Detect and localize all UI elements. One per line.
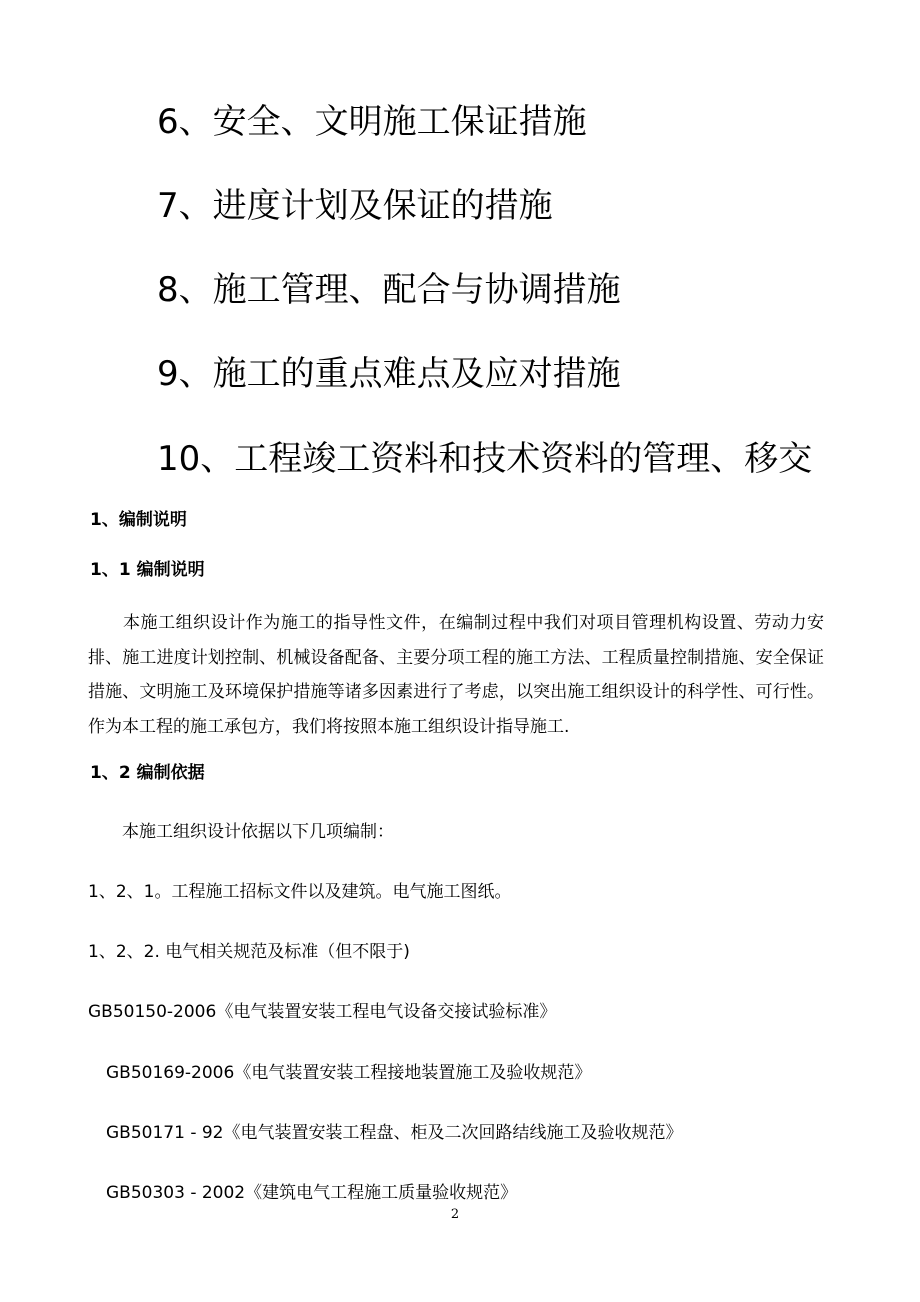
standard-item: GB50169-2006《电气装置安装工程接地装置施工及验收规范》 [106,1063,592,1083]
toc-item-8: 8、施工管理、配合与协调措施 [157,270,621,310]
body-paragraph: 本施工组织设计作为施工的指导性文件，在编制过程中我们对项目管理机构设置、劳动力安排、施工进度计划控制、机械设备配备、主要分项工程的施工方法、工程质量控制措施、安全保证措施、文明施工及环境保护措施等诸多因素进行了考虑，以突出施工组织设计的科学性、可行性。作为本工程的施工承包方，我们将按照本施工组织设计指导施工. [88,613,824,737]
standard-item: GB50150-2006《电气装置安装工程电气设备交接试验标准》 [88,1002,557,1022]
section-heading: 1、编制说明 [90,510,187,530]
toc-item-9: 9、施工的重点难点及应对措施 [157,354,621,394]
standard-item: GB50303 - 2002《建筑电气工程施工质量验收规范》 [106,1183,518,1203]
toc-item-6: 6、安全、文明施工保证措施 [157,102,587,142]
basis-item: 1、2、1。工程施工招标文件以及建筑。电气施工图纸。 [88,882,512,902]
page-number: 2 [450,1207,460,1222]
basis-intro: 本施工组织设计依据以下几项编制： [122,822,394,842]
toc-item-10: 10、工程竣工资料和技术资料的管理、移交 [157,439,813,479]
subsection-heading-1-2: 1、2 编制依据 [90,763,205,783]
subsection-heading-1-1: 1、1 编制说明 [90,560,205,580]
basis-item: 1、2、2. 电气相关规范及标准（但不限于) [88,942,410,962]
standard-item: GB50171 - 92《电气装置安装工程盘、柜及二次回路结线施工及验收规范》 [106,1123,683,1143]
toc-item-7: 7、进度计划及保证的措施 [157,186,553,226]
